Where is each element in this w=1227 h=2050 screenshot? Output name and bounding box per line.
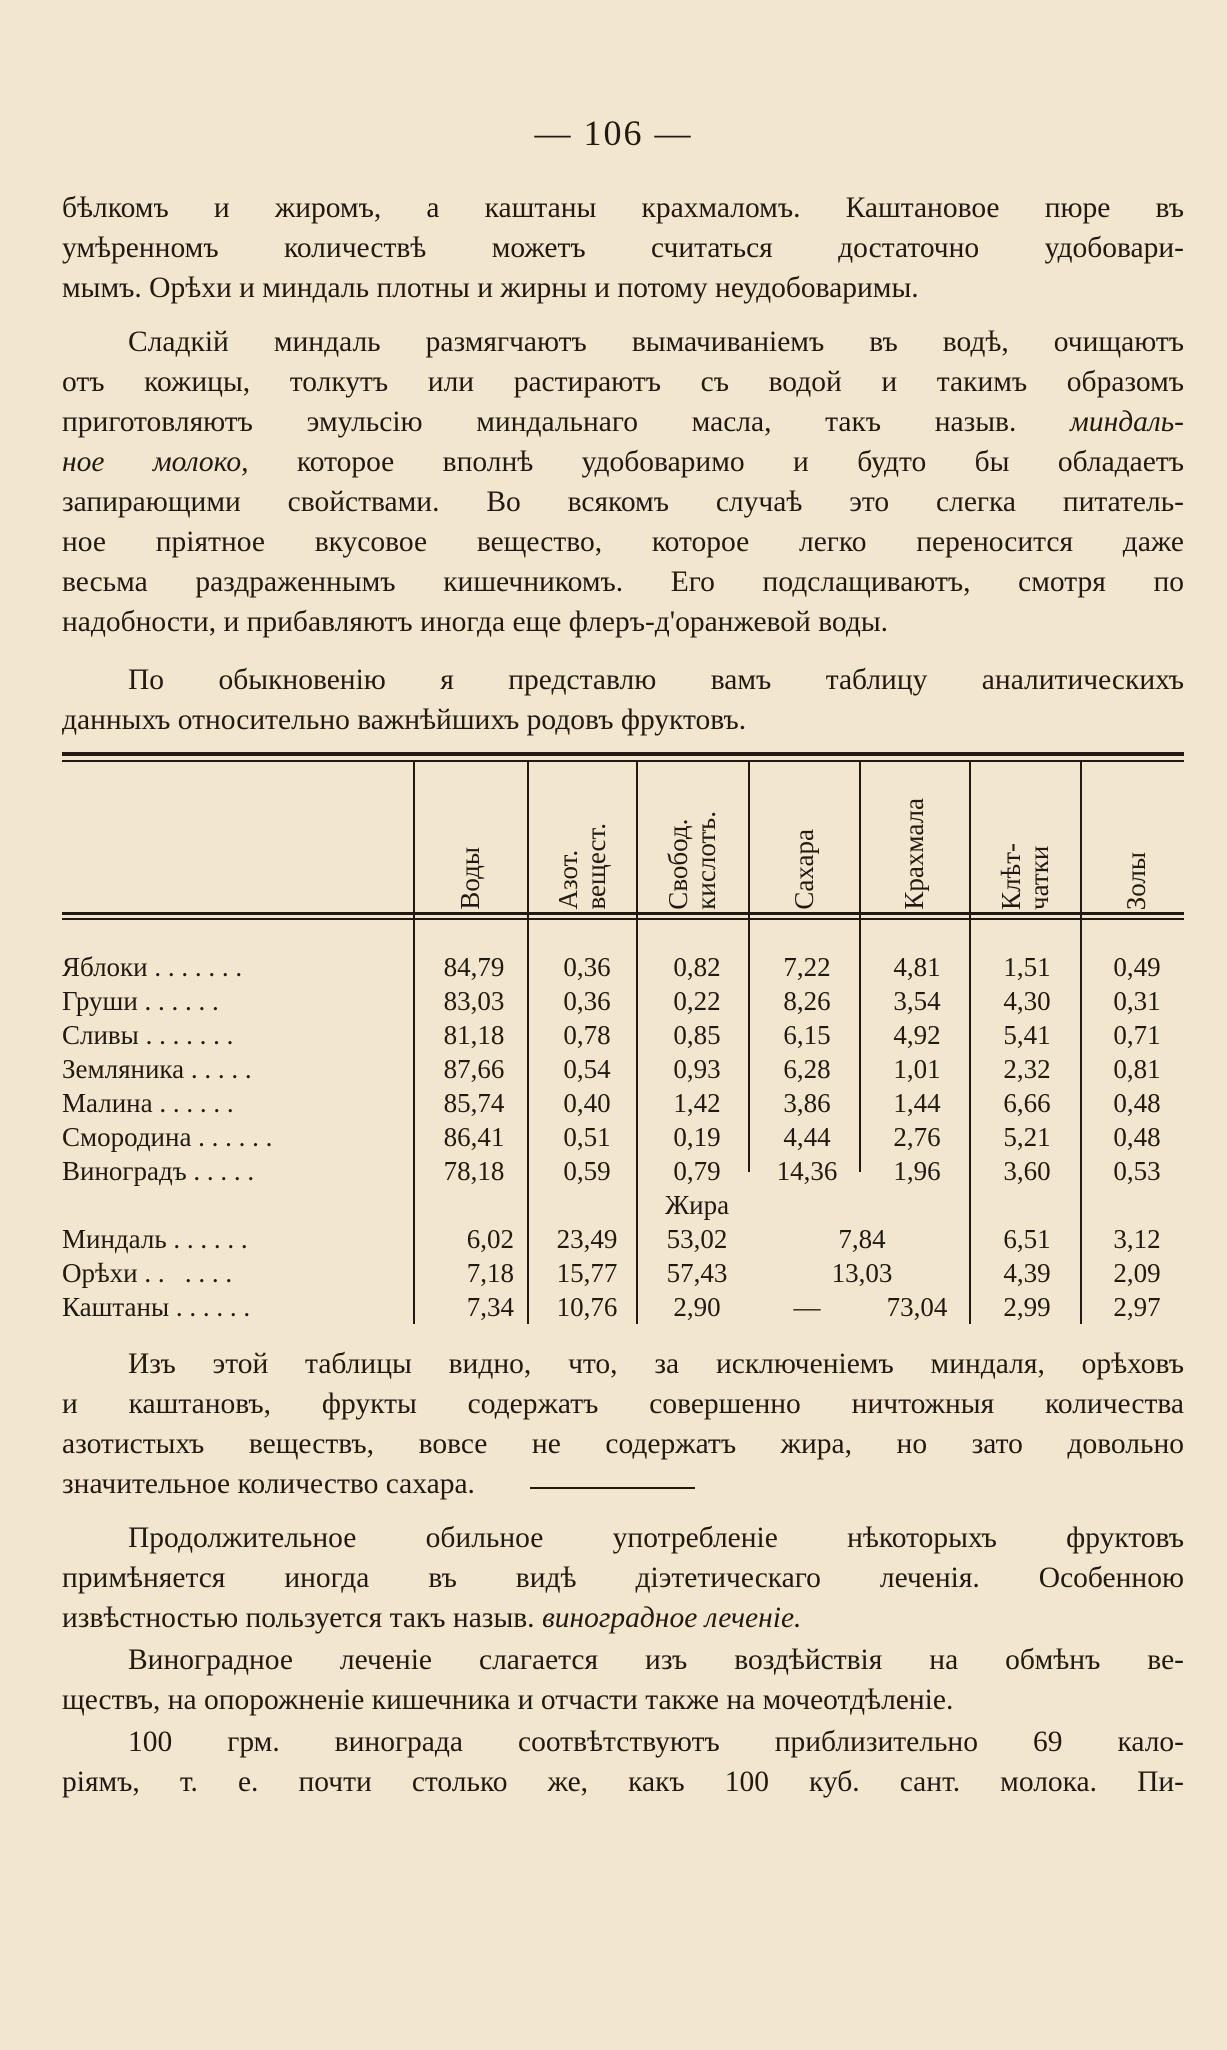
paragraph-3: [62, 660, 1184, 740]
paragraph-6: [62, 1640, 1184, 1720]
column-header-label: Золы: [1121, 851, 1151, 910]
table-cell: 84,79: [443, 952, 505, 982]
table-header-rule: [62, 912, 1184, 915]
table-cell: 0,48: [1113, 1088, 1161, 1118]
table-cell: 2,09: [1113, 1258, 1161, 1288]
row-label: Яблоки . . . . . . .: [62, 952, 243, 982]
table-cell: 6,51: [1003, 1224, 1051, 1254]
text-line: отъ кожицы, толкутъ или растираютъ съ водой и такимъ образомъ: [62, 366, 1184, 398]
table-cell: 1,42: [673, 1088, 721, 1118]
text-line: надобности, и прибавляютъ иногда еще флеръ-д'оранжевой воды.: [62, 606, 889, 638]
text-line: бѣлкомъ и жиромъ, а каштаны крахмаломъ. Каштановое пюре въ: [62, 192, 1184, 224]
text-line: [62, 1598, 1184, 1638]
paragraph-2: [62, 322, 1184, 642]
table-cell: 1,96: [893, 1156, 941, 1186]
table-cell: 15,77: [556, 1258, 618, 1288]
table-top-rule-thin: [62, 760, 1184, 762]
text-line: азотистыхъ веществъ, вовсе не содержатъ жира, но зато довольно: [62, 1428, 1184, 1460]
table-cell: 86,41: [443, 1122, 505, 1152]
text-line: ріямъ, т. е. почти столько же, какъ 100 куб. сант. молока. Пи-: [62, 1766, 1184, 1798]
table-cell: 1,44: [893, 1088, 941, 1118]
column-header-label: Клѣт- чатки: [996, 843, 1054, 910]
text-line: Изъ этой таблицы видно, что, за исключеніемъ миндаля, орѣховъ: [128, 1348, 1184, 1380]
column-header: [532, 770, 632, 910]
table-top-rule: [62, 752, 1184, 756]
table-cell: 5,41: [1003, 1020, 1051, 1050]
table-cell: 0,78: [563, 1020, 611, 1050]
table-cell: 6,28: [783, 1054, 831, 1084]
text-line: весьма раздраженнымъ кишечникомъ. Его подслащиваютъ, смотря по: [62, 566, 1184, 598]
column-header: [1086, 770, 1186, 910]
row-label: Малина . . . . . .: [62, 1088, 234, 1118]
column-header: [420, 770, 520, 910]
column-header: [975, 770, 1075, 910]
italic-term: миндаль-: [1070, 406, 1184, 438]
table-cell: 0,79: [673, 1156, 721, 1186]
row-label: Смородина . . . . . .: [62, 1122, 273, 1152]
column-header-label: Воды: [455, 847, 485, 910]
column-header: [864, 770, 964, 910]
table-row: [62, 1122, 1184, 1156]
column-header-label: Крахмала: [899, 798, 929, 910]
text-span: приготовляютъ эмульсію миндальнаго масла, такъ назыв.: [62, 406, 1017, 438]
table-cell: 7,34: [466, 1292, 514, 1322]
table-cell: 0,82: [673, 952, 721, 982]
table-cell: 7,22: [783, 952, 831, 982]
row-label: Виноградъ . . . . .: [62, 1156, 255, 1186]
table-cell: 13,03: [831, 1258, 893, 1288]
table-cell: 23,49: [556, 1224, 618, 1254]
text-line: Продолжительное обильное употребленіе нѣкоторыхъ фруктовъ: [128, 1522, 1184, 1554]
text-line: [62, 402, 1184, 442]
table-cell: 7,84: [838, 1224, 886, 1254]
row-label: Земляника . . . . .: [62, 1054, 252, 1084]
table-header-rule-thin: [62, 918, 1184, 920]
table-row: [62, 1224, 1184, 1258]
table-row: [62, 986, 1184, 1020]
table-row: [62, 1020, 1184, 1054]
table-cell: 14,36: [776, 1156, 838, 1186]
table-cell: 4,44: [783, 1122, 831, 1152]
column-header: [642, 770, 742, 910]
table-cell: 87,66: [443, 1054, 505, 1084]
table-cell: 0,53: [1113, 1156, 1161, 1186]
table-cell: 3,60: [1003, 1156, 1051, 1186]
column-header-label: Сахара: [789, 829, 819, 910]
paragraph-4: [62, 1344, 1184, 1504]
text-line: Сладкій миндаль размягчаютъ вымачиваніемъ въ водѣ, очищаютъ: [128, 326, 1184, 358]
table-cell: 0,93: [673, 1054, 721, 1084]
table-cell: 2,99: [1003, 1292, 1051, 1322]
table-cell: 0,71: [1113, 1020, 1161, 1050]
table-cell: 6,02: [466, 1224, 514, 1254]
table-cell: 0,59: [563, 1156, 611, 1186]
text-span: которое вполнѣ удобоваримо и будто бы обладаетъ: [296, 446, 1185, 478]
table-cell: 53,02: [666, 1224, 728, 1254]
italic-term: ное молоко,: [62, 446, 249, 478]
table-cell: 0,49: [1113, 952, 1161, 982]
table-cell: 0,48: [1113, 1122, 1161, 1152]
table-cell: 6,15: [783, 1020, 831, 1050]
section-separator: [530, 1487, 695, 1489]
table-cell: 78,18: [443, 1156, 505, 1186]
table-cell: 0,51: [563, 1122, 611, 1152]
table-cell: 3,54: [893, 986, 941, 1016]
column-header-label: Свобод. кислотъ.: [663, 811, 721, 910]
paragraph-1: [62, 188, 1184, 308]
table-cell: 0,36: [563, 952, 611, 982]
table-cell: 4,39: [1003, 1258, 1051, 1288]
table-cell: 85,74: [443, 1088, 505, 1118]
table-row: [62, 1292, 1184, 1326]
text-line: примѣняется иногда въ видѣ діэтетическаго леченія. Особенною: [62, 1562, 1184, 1594]
table-cell: 3,12: [1113, 1224, 1161, 1254]
text-line: ное пріятное вкусовое вещество, которое легко переносится даже: [62, 526, 1184, 558]
table-cell: 73,04: [886, 1292, 948, 1322]
text-line: 100 грм. винограда соотвѣтствуютъ приблизительно 69 кало-: [128, 1726, 1184, 1758]
table-cell: 2,76: [893, 1122, 941, 1152]
text-line: запирающими свойствами. Во всякомъ случаѣ это слегка питатель-: [62, 486, 1184, 518]
text-line: Виноградное леченіе слагается изъ воздѣйствія на обмѣнъ ве-: [128, 1644, 1184, 1676]
table-cell: 1,01: [893, 1054, 941, 1084]
table-row: [62, 1088, 1184, 1122]
row-label: Орѣхи . . . . . .: [62, 1258, 233, 1288]
table-cell: 81,18: [443, 1020, 505, 1050]
text-line: ществъ, на опорожненіе кишечника и отчасти также на мочеотдѣленіе.: [62, 1684, 954, 1716]
page-number: — 106 —: [534, 113, 693, 153]
table-row: [62, 1258, 1184, 1292]
table-cell: 5,21: [1003, 1122, 1051, 1152]
table-row: [62, 1156, 1184, 1190]
table-cell: 83,03: [443, 986, 505, 1016]
row-label: Сливы . . . . . . .: [62, 1020, 234, 1050]
text-line: [62, 442, 1184, 482]
table-cell: 57,43: [666, 1258, 728, 1288]
fat-label: Жира: [664, 1190, 730, 1220]
column-header-label: Азот. вещест.: [553, 823, 611, 910]
table-cell: 4,81: [893, 952, 941, 982]
text-line: данныхъ относительно важнѣйшихъ родовъ фруктовъ.: [62, 704, 747, 736]
table-cell: —: [793, 1292, 821, 1322]
text-line: умѣренномъ количествѣ можетъ считаться достаточно удобовари-: [62, 232, 1184, 264]
table-cell: 0,36: [563, 986, 611, 1016]
table-cell: 0,22: [673, 986, 721, 1016]
table-cell: 0,19: [673, 1122, 721, 1152]
text-line: и каштановъ, фрукты содержатъ совершенно ничтожныя количества: [62, 1388, 1184, 1420]
text-line: мымъ. Орѣхи и миндаль плотны и жирны и потому неудобоваримы.: [62, 272, 919, 304]
table-cell: 0,85: [673, 1020, 721, 1050]
table-cell: 0,40: [563, 1088, 611, 1118]
table-cell: 4,30: [1003, 986, 1051, 1016]
table-cell: 10,76: [556, 1292, 618, 1322]
row-label: Миндаль . . . . . .: [62, 1224, 248, 1254]
table-cell: 7,18: [466, 1258, 514, 1288]
table-cell: 0,54: [563, 1054, 611, 1084]
table-cell: 2,97: [1113, 1292, 1161, 1322]
table-cell: 0,31: [1113, 986, 1161, 1016]
text-span: извѣстностью пользуется такъ назыв.: [62, 1602, 535, 1634]
paragraph-5: [62, 1518, 1184, 1638]
table-row: [62, 952, 1184, 986]
table-cell: 8,26: [783, 986, 831, 1016]
table-cell: 2,32: [1003, 1054, 1051, 1084]
italic-term: виноградное леченіе.: [541, 1602, 802, 1634]
table-row: [62, 1054, 1184, 1088]
table-cell: 6,66: [1003, 1088, 1051, 1118]
text-line: По обыкновенію я представлю вамъ таблицу аналитическихъ: [128, 664, 1184, 696]
column-header: [754, 770, 854, 910]
table-row: [62, 1190, 1184, 1224]
text-line: значительное количество сахара.: [62, 1468, 475, 1500]
row-label: Груши . . . . . .: [62, 986, 219, 1016]
table-cell: 4,92: [893, 1020, 941, 1050]
table-cell: 3,86: [783, 1088, 831, 1118]
paragraph-7: [62, 1722, 1184, 1802]
table-cell: 2,90: [673, 1292, 721, 1322]
table-cell: 0,81: [1113, 1054, 1161, 1084]
row-label: Каштаны . . . . . .: [62, 1292, 251, 1322]
table-cell: 1,51: [1003, 952, 1051, 982]
